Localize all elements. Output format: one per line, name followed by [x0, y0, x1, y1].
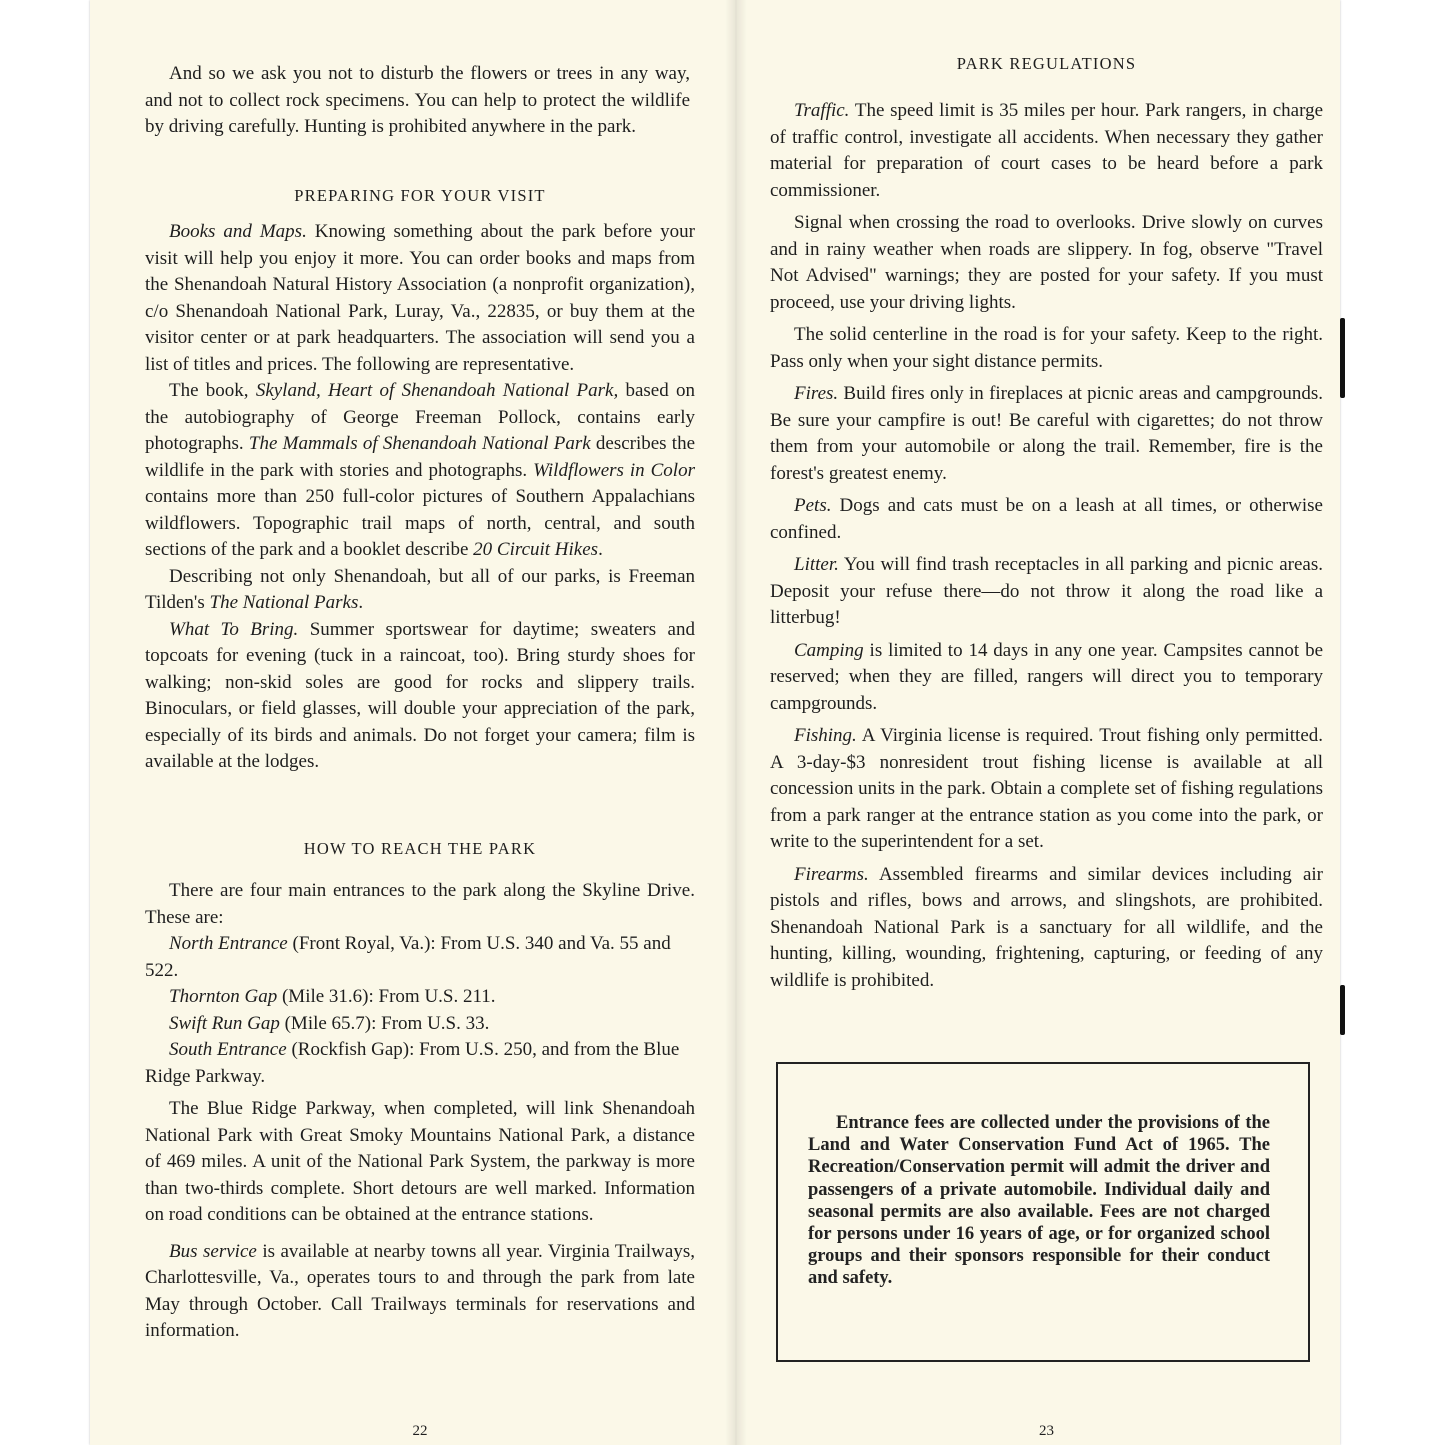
- firearms-lead: Firearms.: [794, 863, 869, 885]
- entrance-detail: (Mile 65.7): From U.S. 33.: [279, 1012, 490, 1034]
- page-number-23: 23: [1039, 1423, 1054, 1439]
- text: The book,: [169, 380, 256, 401]
- entrance-name: North Entrance: [169, 933, 288, 954]
- page-edge-mark: [1340, 318, 1345, 398]
- fishing-paragraph: [770, 723, 1323, 856]
- entrance-detail: (Mile 31.6): From U.S. 211.: [277, 986, 496, 1007]
- fires-text: Build fires only in fireplaces at picnic areas and campgrounds. Be sure your campfire is out! Be careful with cigarettes; do not throw them from your automobile or along the trail. Remember, fire is the forest's greatest enemy.: [770, 383, 1323, 484]
- bring-paragraph: [145, 617, 695, 776]
- entrance-item: [145, 984, 695, 1011]
- pets-paragraph: [770, 493, 1323, 546]
- tilden-paragraph: [145, 564, 695, 617]
- parkway-paragraph: The Blue Ridge Parkway, when completed, will link Shenandoah National Park with Great Smoky Mountains National Park, a distance of 469 miles. A unit of the National Park System, the parkway is more than two-thirds complete. Short detours are well marked. Information on road conditions can be obtained at the entrance stations.: [145, 1098, 695, 1225]
- text: based on the autobiography of George Freeman Pollock, contains early photographs.: [145, 380, 695, 454]
- entrance-name: South Entrance: [169, 1039, 287, 1060]
- bus-text: is available at nearby towns all year. Virginia Trailways, Charlottesville, Va., operates tours to and through the park from late May through October. Call Trailways terminals for reservations and information.: [145, 1240, 695, 1341]
- litter-paragraph: [770, 552, 1323, 632]
- bus-lead: Bus service: [169, 1240, 257, 1262]
- camping-paragraph: [770, 638, 1323, 718]
- reach-intro: There are four main entrances to the park along the Skyline Drive. These are:: [145, 880, 695, 928]
- fishing-text: A Virginia license is required. Trout fishing only permitted. A 3-day-$3 nonresident trout fishing license is available at all concession units in the park. Obtain a complete set of fishing regulations from a park ranger at the entrance station as you come into the park, or write to the superintendent for a set.: [770, 725, 1323, 852]
- book-title: Wildflowers in Color: [533, 459, 695, 481]
- entrance-name: Swift Run Gap: [169, 1012, 280, 1034]
- regulations-section: [770, 98, 1323, 994]
- books-paragraph: [145, 219, 695, 378]
- bring-lead: What To Bring.: [169, 618, 299, 640]
- entrance-item: [145, 1037, 695, 1090]
- text: contains more than 250 full-color pictures of Southern Appalachians wildflowers. Topographic trail maps of north, central, and south sections of the park and a booklet describe: [145, 486, 695, 560]
- traffic-text: The speed limit is 35 miles per hour. Park rangers, in charge of traffic control, investigate all accidents. When necessary they gather material for preparation of court cases to be heard before a park commissioner.: [770, 100, 1323, 201]
- heading-park-regulations: PARK REGULATIONS: [956, 54, 1137, 73]
- preparing-section: [145, 219, 695, 776]
- page-edge-mark: [1340, 985, 1345, 1035]
- firearms-text: Assembled firearms and similar devices including air pistols and rifles, bows and arrows, and slingshots, are prohibited. Shenandoah National Park is a sanctuary for all wildlife, and the hunting, killing, wounding, frightening, capturing, or feeding of any wildlife is prohibited.: [770, 863, 1323, 991]
- intro-paragraph: And so we ask you not to disturb the flowers or trees in any way, and not to collect rock specimens. You can help to protect the wildlife by driving carefully. Hunting is prohibited anywhere in the park.: [145, 63, 690, 137]
- books-list-paragraph: [145, 378, 695, 564]
- books-text: Knowing something about the park before your visit will help you enjoy it more. You can order books and maps from the Shenandoah Natural History Association (a nonprofit organization), c/o Shenandoah National Park, Luray, Va., 22835, or buy them at the visitor center or at park headquarters. The association will send you a list of titles and prices. The following are representative.: [145, 221, 696, 375]
- pets-text: Dogs and cats must be on a leash at all times, or otherwise confined.: [770, 495, 1323, 543]
- fishing-lead: Fishing.: [794, 725, 857, 746]
- heading-how-to-reach: HOW TO REACH THE PARK: [303, 839, 537, 858]
- page-22: [145, 0, 695, 1445]
- pets-lead: Pets.: [794, 495, 832, 516]
- bus-paragraph: [145, 1239, 695, 1345]
- text: Describing not only Shenandoah, but all of our parks, is Freeman Tilden's: [145, 565, 695, 613]
- text: .: [598, 539, 603, 560]
- camping-lead: Camping: [794, 639, 864, 661]
- page-gutter: [725, 0, 747, 1445]
- text: .: [358, 592, 364, 613]
- book-title: The Mammals of Shenandoah National Park: [248, 433, 591, 454]
- entrance-detail: (Rockfish Gap): From U.S. 250, and from the Blue Ridge Parkway.: [145, 1039, 680, 1087]
- book-title: 20 Circuit Hikes: [473, 539, 599, 560]
- signal-paragraph: Signal when crossing the road to overlooks. Drive slowly on curves and in rainy weather when roads are slippery. In fog, observe "Travel Not Advised" warnings; they are posted for your safety. If you must proceed, use your driving lights.: [770, 212, 1323, 313]
- entrance-item: [145, 931, 695, 984]
- fires-paragraph: [770, 381, 1323, 487]
- reach-section: [145, 878, 695, 1345]
- litter-lead: Litter.: [794, 554, 839, 575]
- heading-preparing: PREPARING FOR YOUR VISIT: [294, 186, 546, 205]
- traffic-lead: Traffic.: [794, 100, 850, 121]
- entrance-item: [145, 1011, 695, 1038]
- page-number-22: 22: [412, 1423, 428, 1439]
- text: describes the wildlife in the park with stories and photographs.: [145, 433, 696, 481]
- camping-text: is limited to 14 days in any one year. Campsites cannot be reserved; when they are filled, rangers will direct you to temporary campgrounds.: [770, 639, 1323, 714]
- traffic-paragraph: [770, 98, 1323, 204]
- firearms-paragraph: [770, 862, 1323, 995]
- book-title: The National Parks: [209, 592, 359, 613]
- books-lead: Books and Maps.: [169, 221, 307, 242]
- fires-lead: Fires.: [794, 383, 839, 404]
- entrance-fees-text: Entrance fees are collected under the provisions of the Land and Water Conservation Fund Act of 1965. The Recreation/Conservation permit will admit the driver and passengers of a private automobile. Individual daily and seasonal permits are also available. Fees are not charged for persons under 16 years of age, or for organized school groups and their sponsors responsible for their conduct and safety.: [808, 1113, 1270, 1289]
- entrance-detail: (Front Royal, Va.): From U.S. 340 and Va. 55 and 522.: [145, 933, 671, 981]
- entrance-name: Thornton Gap: [169, 986, 278, 1007]
- centerline-paragraph: The solid centerline in the road is for your safety. Keep to the right. Pass only when your sight distance permits.: [770, 324, 1323, 372]
- bring-text: Summer sportswear for daytime; sweaters and topcoats for evening (tuck in a raincoat, too). Bring sturdy shoes for walking; non-skid soles are good for rocks and slippery trails. Binoculars, or field glasses, will double your appreciation of the park, especially of its birds and animals. Do not forget your camera; film is available at the lodges.: [145, 618, 695, 772]
- book-title: Skyland, Heart of Shenandoah National Park,: [255, 380, 619, 401]
- litter-text: You will find trash receptacles in all parking and picnic areas. Deposit your refuse there—do not throw it along the road like a litterbug!: [770, 554, 1323, 628]
